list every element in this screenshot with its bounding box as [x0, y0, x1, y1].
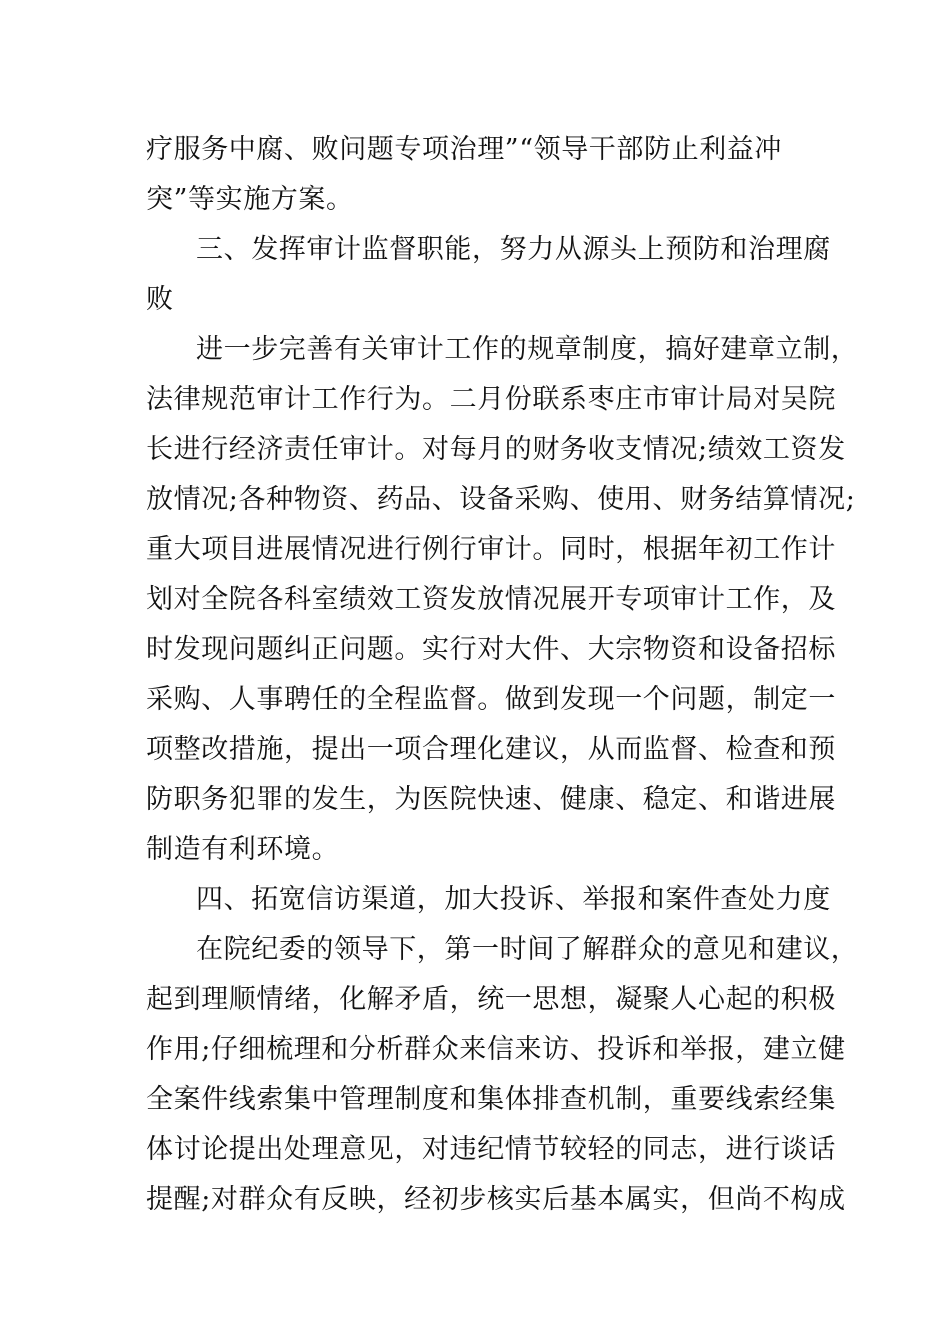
- section-heading: 四、拓宽信访渠道，加大投诉、举报和案件查处力度: [196, 884, 831, 915]
- text-line: 划对全院各科室绩效工资发放情况展开专项审计工作，及: [146, 584, 836, 615]
- text-line: 长进行经济责任审计。对每月的财务收支情况;绩效工资发: [146, 434, 846, 465]
- text-line: 提醒;对群众有反映，经初步核实后基本属实，但尚不构成: [146, 1184, 846, 1215]
- text-line: 防职务犯罪的发生，为医院快速、健康、稳定、和谐进展: [146, 784, 836, 815]
- paragraph-first-line: 在院纪委的领导下，第一时间了解群众的意见和建议，: [196, 934, 859, 965]
- text-line: 制造有利环境。: [146, 834, 340, 865]
- text-line: 起到理顺情绪，化解矛盾，统一思想，凝聚人心起的积极: [146, 984, 836, 1015]
- section-heading-continued: 败: [146, 284, 174, 315]
- text-line: 体讨论提出处理意见，对违纪情节较轻的同志，进行谈话: [146, 1134, 836, 1165]
- text-line: 突”等实施方案。: [146, 184, 354, 215]
- text-line: 全案件线索集中管理制度和集体排查机制，重要线索经集: [146, 1084, 836, 1115]
- text-line: 时发现问题纠正问题。实行对大件、大宗物资和设备招标: [146, 634, 836, 665]
- paragraph-first-line: 进一步完善有关审计工作的规章制度，搞好建章立制，: [196, 334, 859, 365]
- text-line: 作用;仔细梳理和分析群众来信来访、投诉和举报，建立健: [146, 1034, 846, 1065]
- text-line: 重大项目进展情况进行例行审计。同时，根据年初工作计: [146, 534, 836, 565]
- text-line: 放情况;各种物资、药品、设备采购、使用、财务结算情况;: [146, 484, 856, 515]
- text-line: 疗服务中腐、败问题专项治理”“领导干部防止利益冲: [146, 134, 783, 165]
- text-line: 项整改措施，提出一项合理化建议，从而监督、检查和预: [146, 734, 836, 765]
- text-line: 采购、人事聘任的全程监督。做到发现一个问题，制定一: [146, 684, 836, 715]
- section-heading: 三、发挥审计监督职能，努力从源头上预防和治理腐: [196, 234, 831, 265]
- text-line: 法律规范审计工作行为。二月份联系枣庄市审计局对吴院: [146, 384, 836, 415]
